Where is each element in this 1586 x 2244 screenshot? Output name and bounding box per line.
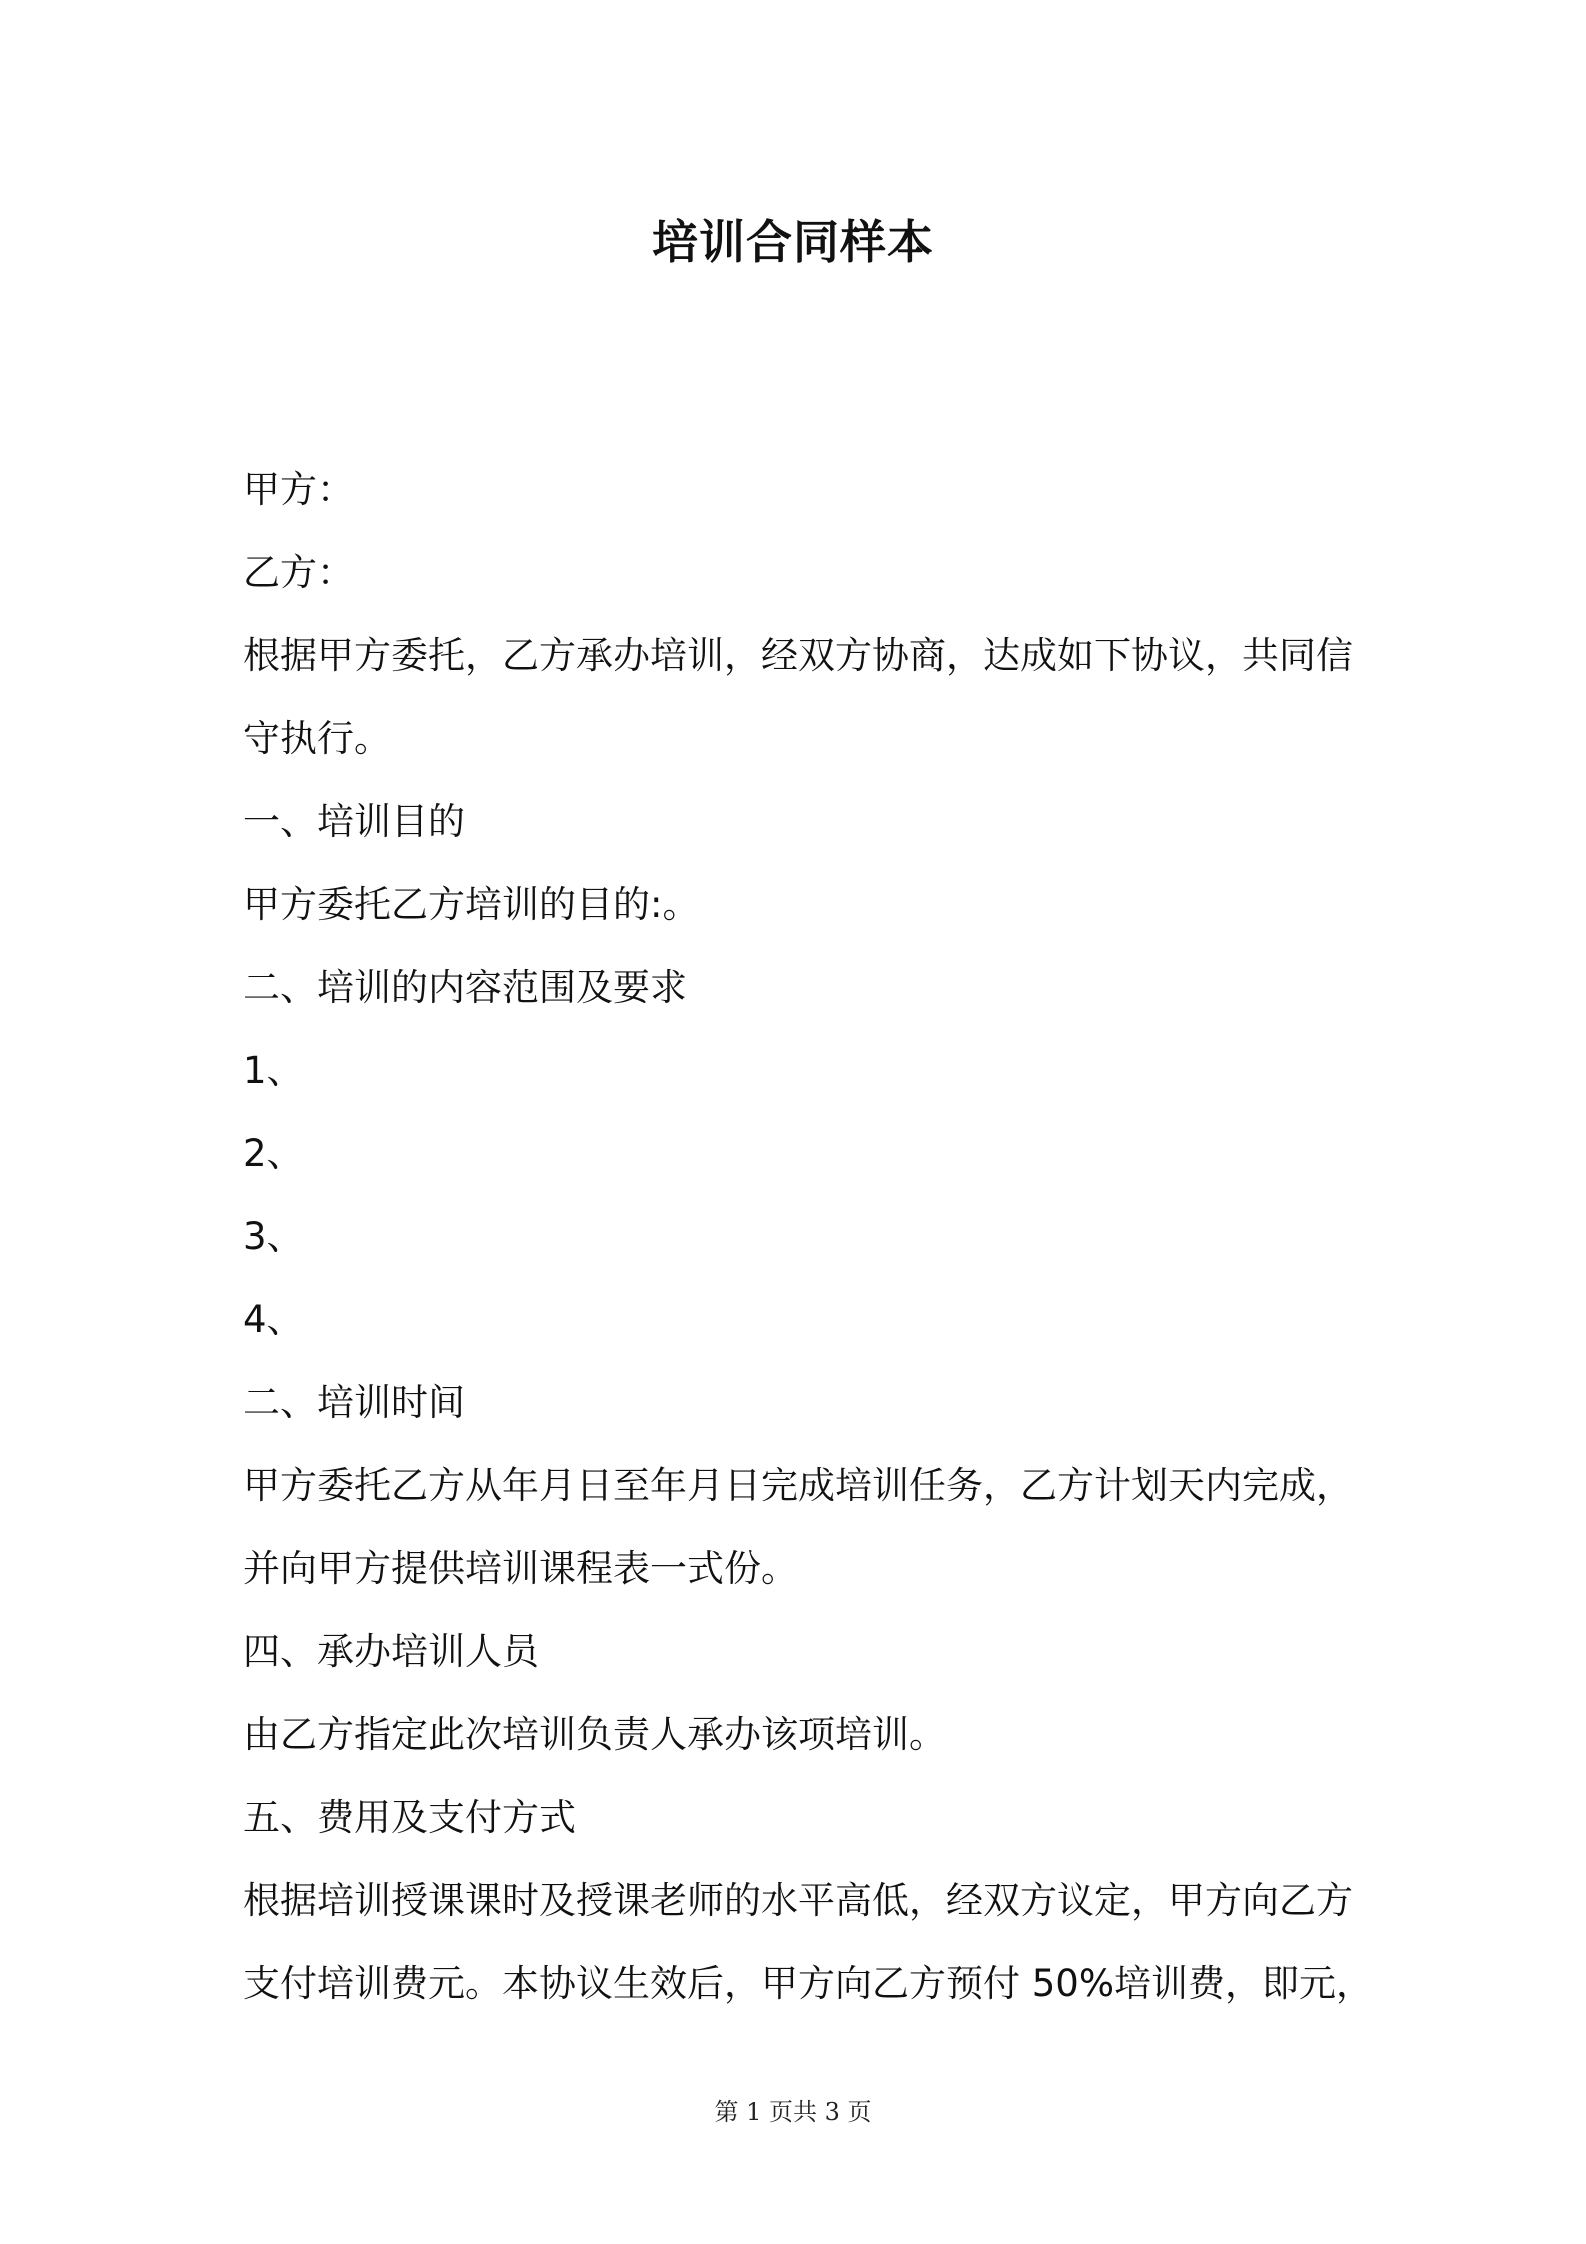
paragraph-line: 甲方委托乙方培训的目的:。 [243, 883, 700, 926]
paragraph-line: 支付培训费元。本协议生效后，甲方向乙方预付 50%培训费，即元， [243, 1962, 1373, 2005]
list-item: 1、 [243, 1049, 304, 1092]
party-b-line: 乙方： [243, 551, 354, 594]
document-body [243, 448, 1373, 2025]
paragraph-line: 守执行。 [243, 717, 391, 760]
list-item: 4、 [243, 1298, 304, 1341]
document-title: 培训合同样本 [652, 215, 934, 269]
paragraph-line: 并向甲方提供培训课程表一式份。 [243, 1547, 798, 1590]
paragraph-line: 甲方委托乙方从年月日至年月日完成培训任务，乙方计划天内完成， [243, 1464, 1353, 1507]
section-heading: 五、费用及支付方式 [243, 1796, 576, 1839]
page-footer: 第 1 页共 3 页 [714, 2098, 872, 2126]
section-heading: 二、培训的内容范围及要求 [243, 966, 687, 1009]
section-heading: 一、培训目的 [243, 800, 465, 843]
paragraph-line: 根据培训授课课时及授课老师的水平高低，经双方议定，甲方向乙方 [243, 1879, 1353, 1922]
party-a-line: 甲方： [243, 468, 354, 511]
paragraph-line: 根据甲方委托，乙方承办培训，经双方协商，达成如下协议，共同信 [243, 634, 1353, 677]
list-item: 2、 [243, 1132, 304, 1175]
paragraph-line: 由乙方指定此次培训负责人承办该项培训。 [243, 1713, 946, 1756]
section-heading: 二、培训时间 [243, 1381, 465, 1424]
section-heading: 四、承办培训人员 [243, 1630, 539, 1673]
list-item: 3、 [243, 1215, 304, 1258]
